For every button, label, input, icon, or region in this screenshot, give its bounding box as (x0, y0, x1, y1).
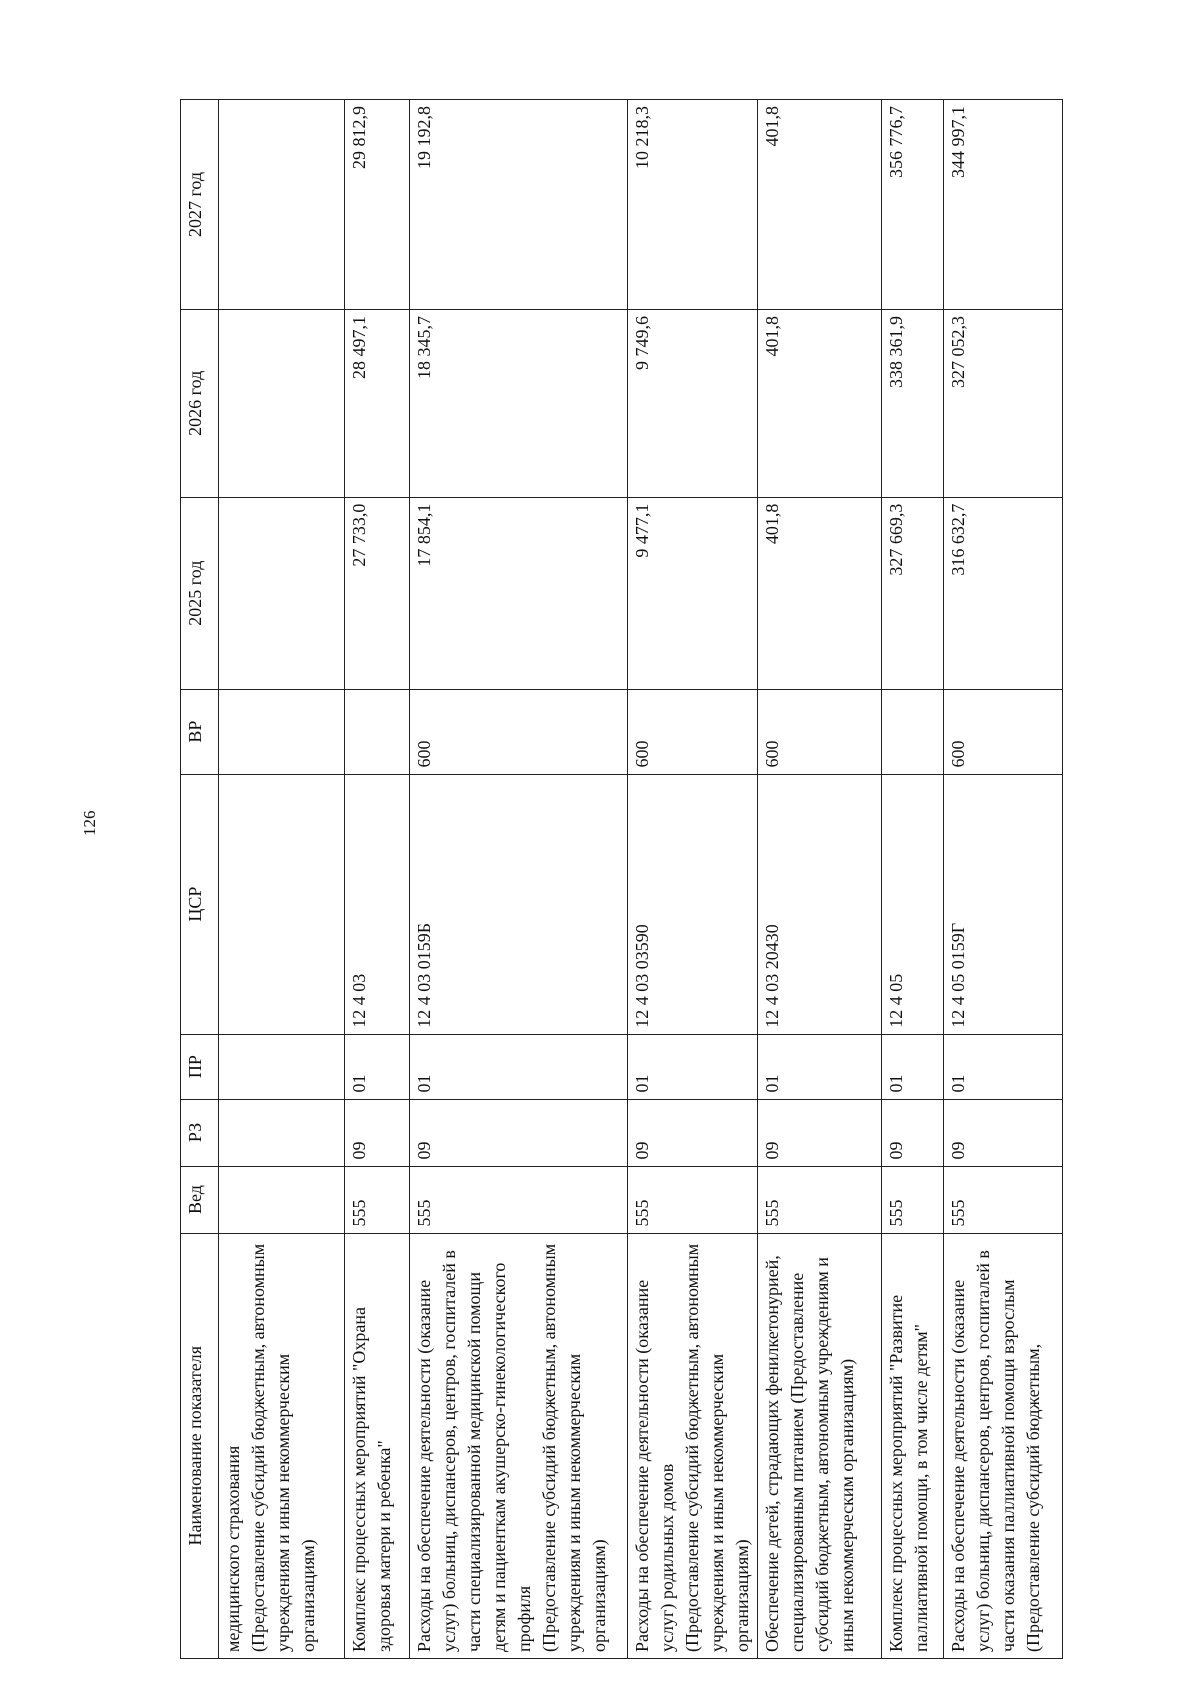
row-vr-cell: 600 (758, 689, 882, 774)
row-2025-cell: 9 477,1 (628, 497, 758, 689)
row-vr-cell: 600 (944, 689, 1063, 774)
header-csr: ЦСР (181, 774, 219, 1034)
row-2025-cell (219, 497, 345, 689)
header-vr: ВР (181, 689, 219, 774)
row-2025-cell: 327 669,3 (882, 497, 944, 689)
row-2026-cell: 401,8 (758, 310, 882, 498)
row-ved-cell: 555 (628, 1166, 758, 1233)
row-2027-cell: 356 776,7 (882, 100, 944, 310)
row-2027-cell: 19 192,8 (410, 100, 628, 310)
row-pr-cell: 01 (345, 1034, 410, 1099)
row-name-cell: Расходы на обеспечение деятельности (оказание услуг) больниц, диспансеров, центров, госпиталей в части оказания паллиативной помощи взрослым (Предоставление субсидий бюджетным, (944, 1233, 1063, 1658)
row-ved-cell: 555 (882, 1166, 944, 1233)
row-name-cell: Расходы на обеспечение деятельности (оказание услуг) родильных домов (Предоставление субсидий бюджетным, автономным учреждениям и иным некоммерческим организациям) (628, 1233, 758, 1658)
row-ved-cell (219, 1166, 345, 1233)
row-vr-cell (219, 689, 345, 774)
table-row (882, 100, 944, 1659)
row-rz-cell: 09 (882, 1099, 944, 1166)
row-pr-cell: 01 (410, 1034, 628, 1099)
row-pr-cell: 01 (758, 1034, 882, 1099)
row-2026-cell: 9 749,6 (628, 310, 758, 498)
header-2026: 2026 год (181, 310, 219, 498)
row-csr-cell: 12 4 05 0159Г (944, 774, 1063, 1034)
header-ved: Вед (181, 1166, 219, 1233)
row-rz-cell: 09 (410, 1099, 628, 1166)
table-row (345, 100, 410, 1659)
table-row (758, 100, 882, 1659)
row-2027-cell: 344 997,1 (944, 100, 1063, 310)
header-2025: 2025 год (181, 497, 219, 689)
row-2026-cell: 28 497,1 (345, 310, 410, 498)
row-pr-cell: 01 (882, 1034, 944, 1099)
row-name-cell: медицинского страхования (Предоставление субсидий бюджетным, автономным учреждениям и иным некоммерческим организациям) (219, 1233, 345, 1658)
row-rz-cell: 09 (628, 1099, 758, 1166)
table-header-row (181, 100, 219, 1659)
row-2026-cell: 327 052,3 (944, 310, 1063, 498)
row-csr-cell: 12 4 03 (345, 774, 410, 1034)
row-rz-cell: 09 (944, 1099, 1063, 1166)
row-2027-cell: 29 812,9 (345, 100, 410, 310)
row-rz-cell: 09 (758, 1099, 882, 1166)
budget-table (180, 99, 1063, 1659)
rotated-page-content (180, 99, 1110, 1659)
header-name: Наименование показателя (181, 1233, 219, 1658)
row-2025-cell: 316 632,7 (944, 497, 1063, 689)
header-rz: РЗ (181, 1099, 219, 1166)
row-csr-cell: 12 4 03 20430 (758, 774, 882, 1034)
row-2027-cell: 10 218,3 (628, 100, 758, 310)
row-rz-cell: 09 (345, 1099, 410, 1166)
row-ved-cell: 555 (758, 1166, 882, 1233)
table-row (628, 100, 758, 1659)
row-vr-cell: 600 (628, 689, 758, 774)
row-2025-cell: 27 733,0 (345, 497, 410, 689)
row-name-cell: Расходы на обеспечение деятельности (оказание услуг) больниц, диспансеров, центров, госпиталей в части специализированной медицинской помощи детям и пациенткам акушерско-гинекологического профиля (Предоставление субсидий бюджетным, автономным учреждениям и иным некоммерческим организациям) (410, 1233, 628, 1658)
row-csr-cell: 12 4 05 (882, 774, 944, 1034)
row-ved-cell: 555 (944, 1166, 1063, 1233)
row-name-cell: Обеспечение детей, страдающих фенилкетонурией, специализированным питанием (Предоставление субсидий бюджетным, автономным учреждениям и иным некоммерческим организациям) (758, 1233, 882, 1658)
row-rz-cell (219, 1099, 345, 1166)
table-row (410, 100, 628, 1659)
row-csr-cell: 12 4 03 03590 (628, 774, 758, 1034)
row-csr-cell: 12 4 03 0159Б (410, 774, 628, 1034)
row-2027-cell: 401,8 (758, 100, 882, 310)
row-ved-cell: 555 (345, 1166, 410, 1233)
row-vr-cell: 600 (410, 689, 628, 774)
header-2027: 2027 год (181, 100, 219, 310)
row-vr-cell (882, 689, 944, 774)
row-2027-cell (219, 100, 345, 310)
row-2025-cell: 17 854,1 (410, 497, 628, 689)
row-2026-cell: 18 345,7 (410, 310, 628, 498)
page-number: 126 (80, 810, 99, 836)
table-row (944, 100, 1063, 1659)
row-2025-cell: 401,8 (758, 497, 882, 689)
row-pr-cell: 01 (628, 1034, 758, 1099)
row-ved-cell: 555 (410, 1166, 628, 1233)
row-pr-cell (219, 1034, 345, 1099)
table-row (219, 100, 345, 1659)
row-pr-cell: 01 (944, 1034, 1063, 1099)
row-name-cell: Комплекс процессных мероприятий "Охрана здоровья матери и ребенка" (345, 1233, 410, 1658)
row-vr-cell (345, 689, 410, 774)
row-csr-cell (219, 774, 345, 1034)
row-name-cell: Комплекс процессных мероприятий "Развитие паллиативной помощи, в том числе детям" (882, 1233, 944, 1658)
row-2026-cell: 338 361,9 (882, 310, 944, 498)
row-2026-cell (219, 310, 345, 498)
header-pr: ПР (181, 1034, 219, 1099)
